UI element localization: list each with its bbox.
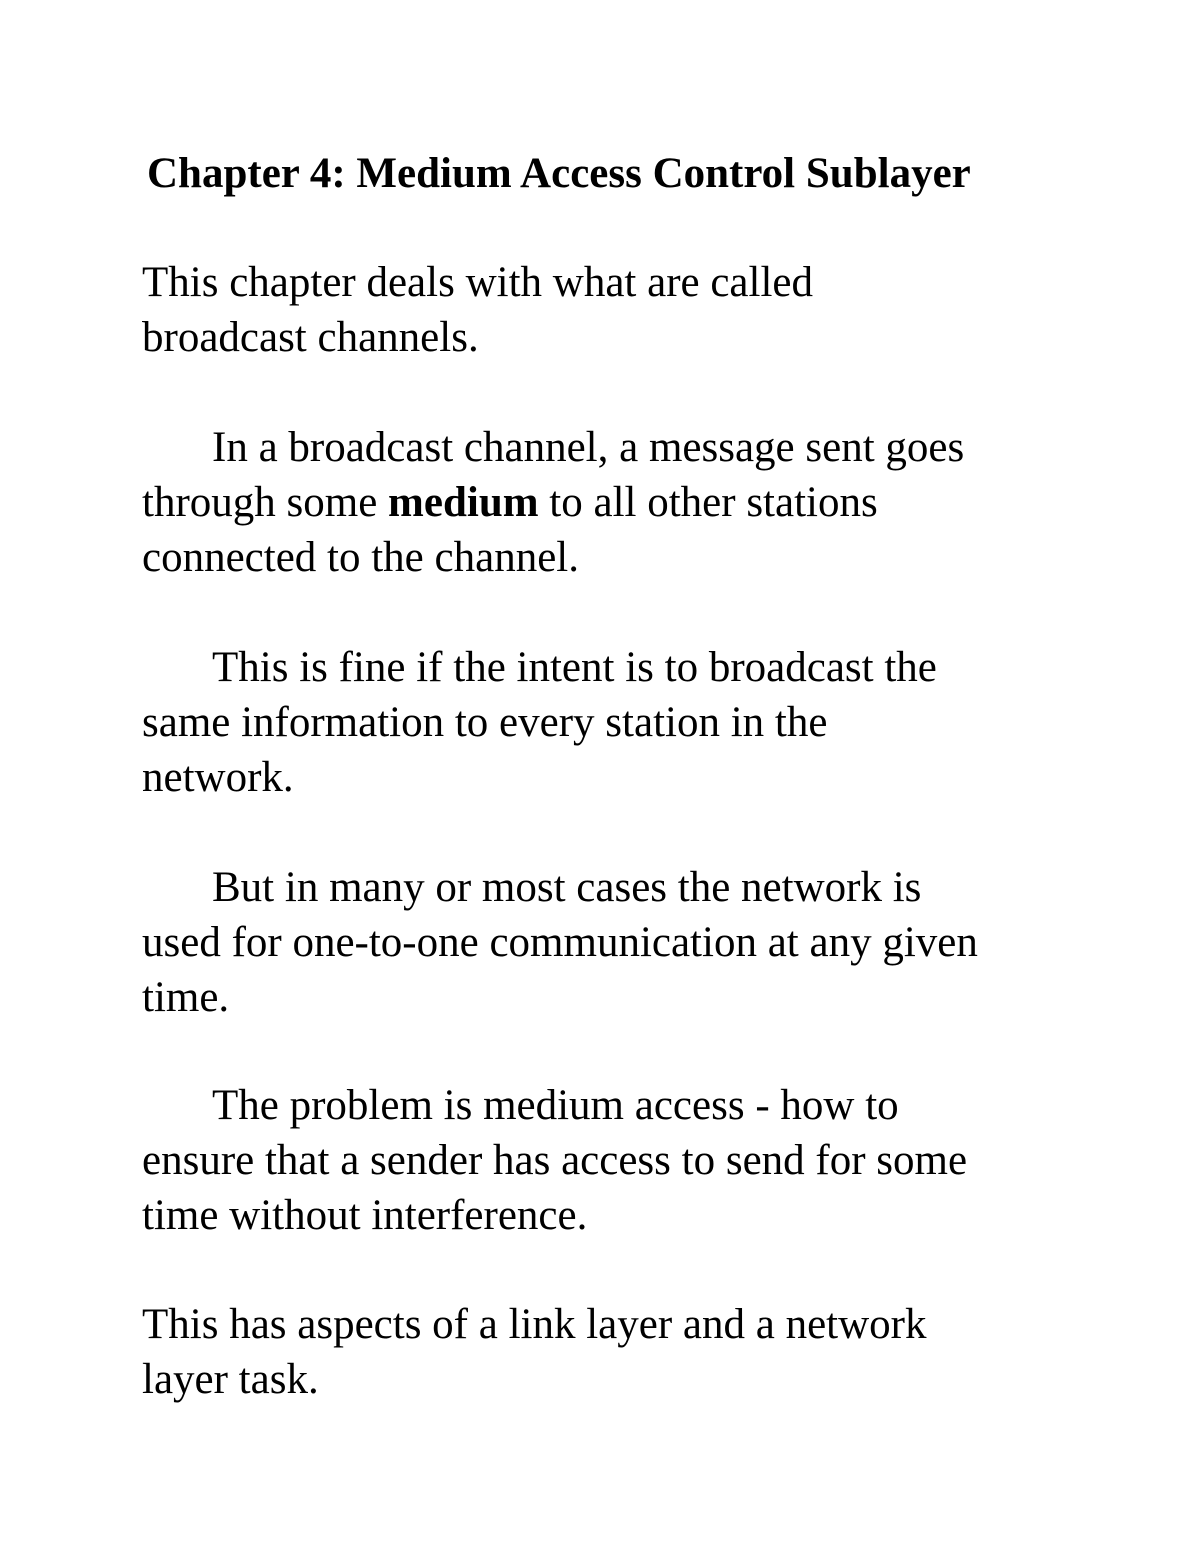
text-line: This chapter deals with what are called [142,259,813,306]
text-line: connected to the channel. [142,534,579,581]
text-line: network. [142,754,294,801]
text-line: In a broadcast channel, a message sent goes [212,424,965,471]
text-line: same information to every station in the [142,699,828,746]
paragraph-medium-access-problem [142,1078,1082,1243]
text-line: layer task. [142,1356,319,1403]
text-line: time without interference. [142,1192,588,1239]
paragraph-intro [142,255,1082,365]
text-line: used for one-to-one communication at any given [142,919,978,966]
paragraph-broadcast-channel [142,420,1082,585]
text-line: broadcast channels. [142,314,479,361]
text-line: The problem is medium access - how to [212,1082,899,1129]
text-line [142,475,1082,530]
paragraph-one-to-one [142,860,1082,1025]
text-line: This is fine if the intent is to broadcast the [212,644,937,691]
text-line: ensure that a sender has access to send for some [142,1137,968,1184]
text-line: But in many or most cases the network is [212,864,922,911]
text-line: time. [142,974,230,1021]
paragraph-fine-if-broadcast [142,640,1082,805]
text-run: through some [142,479,389,526]
chapter-title: Chapter 4: Medium Access Control Sublayer [147,150,971,197]
text-run: to all other stations [538,479,878,526]
text-line: This has aspects of a link layer and a network [142,1301,927,1348]
paragraph-link-network-layer [142,1297,1082,1407]
bold-term-medium: medium [388,479,539,526]
